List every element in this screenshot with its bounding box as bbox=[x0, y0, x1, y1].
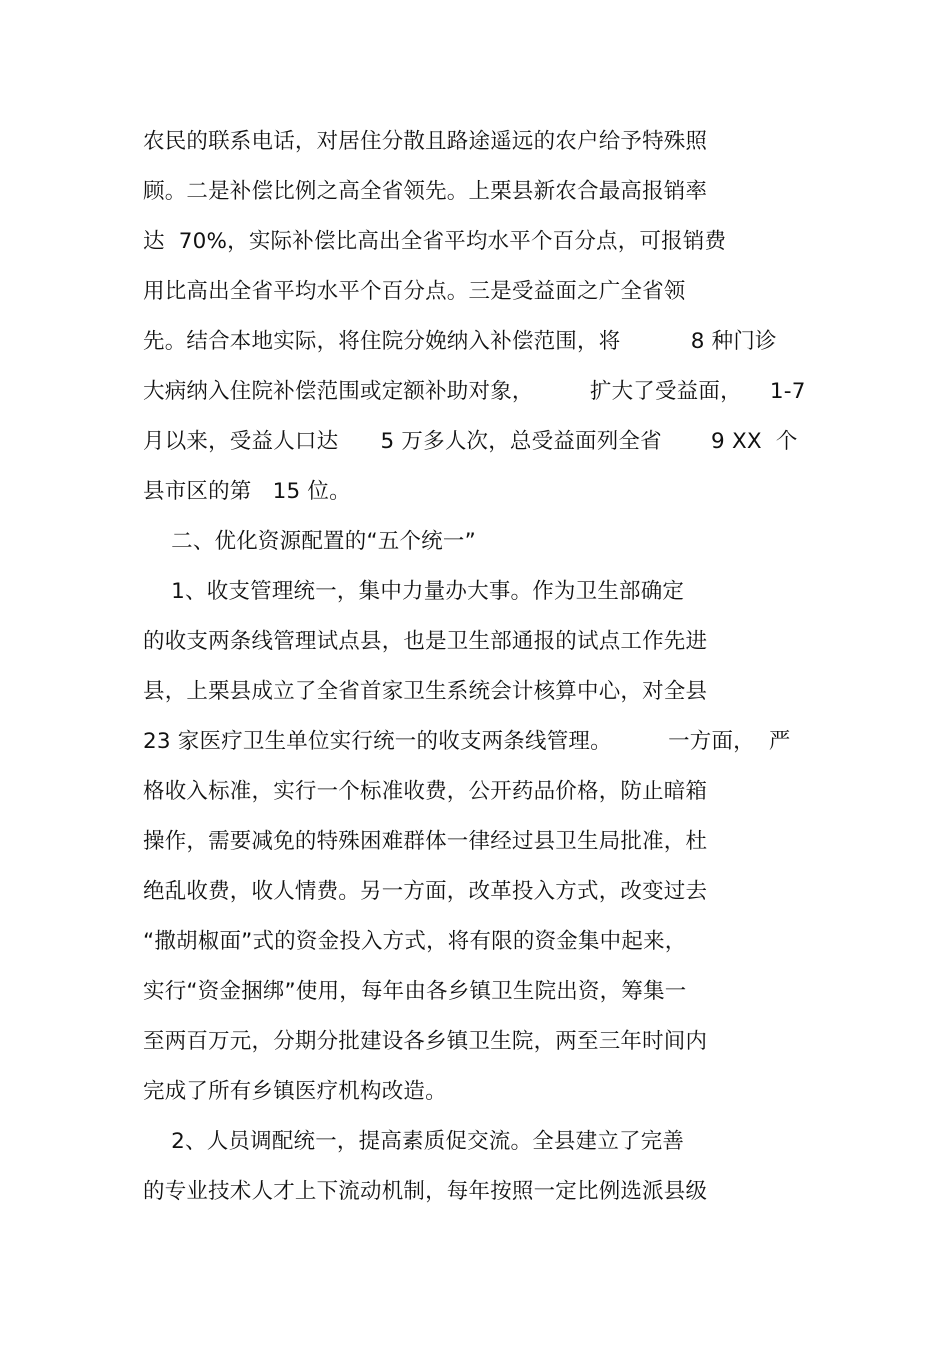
text-line: 农民的联系电话，对居住分散且路途遥远的农户给予特殊照 bbox=[143, 129, 708, 154]
text-line: 1、收支管理统一，集中力量办大事。作为卫生部确定 bbox=[143, 579, 685, 604]
text-line: 的收支两条线管理试点县，也是卫生部通报的试点工作先进 bbox=[143, 629, 708, 654]
text-line: 绝乱收费，收人情费。另一方面，改革投入方式，改变过去 bbox=[143, 879, 708, 904]
text-line: 大病纳入住院补偿范围或定额补助对象， 扩大了受益面， 1-7 bbox=[143, 379, 806, 404]
text-line: 达 70%，实际补偿比高出全省平均水平个百分点，可报销费 bbox=[143, 229, 727, 254]
text-line: 顾。二是补偿比例之高全省领先。上栗县新农合最高报销率 bbox=[143, 179, 708, 204]
text-line: 实行“资金捆绑”使用，每年由各乡镇卫生院出资，筹集一 bbox=[143, 979, 687, 1004]
text-line: 至两百万元，分期分批建设各乡镇卫生院，两至三年时间内 bbox=[143, 1029, 708, 1054]
text-line: 月以来，受益人口达 5 万多人次，总受益面列全省 9 XX 个 bbox=[143, 429, 798, 454]
text-line: 用比高出全省平均水平个百分点。三是受益面之广全省领 bbox=[143, 279, 686, 304]
text-line: 2、人员调配统一，提高素质促交流。全县建立了完善 bbox=[143, 1129, 685, 1154]
text-line: 县，上栗县成立了全省首家卫生系统会计核算中心，对全县 bbox=[143, 679, 708, 704]
text-line: 完成了所有乡镇医疗机构改造。 bbox=[143, 1079, 447, 1104]
text-line: 的专业技术人才上下流动机制，每年按照一定比例选派县级 bbox=[143, 1179, 708, 1204]
text-line: 23 家医疗卫生单位实行统一的收支两条线管理。 一方面， 严 bbox=[143, 729, 791, 754]
text-line: 县市区的第 15 位。 bbox=[143, 479, 351, 504]
section-heading: 二、优化资源配置的“五个统一” bbox=[143, 529, 476, 554]
text-line: 先。结合本地实际，将住院分娩纳入补偿范围，将 8 种门诊 bbox=[143, 329, 777, 354]
text-line: “撒胡椒面”式的资金投入方式，将有限的资金集中起来， bbox=[143, 929, 687, 954]
text-line: 格收入标准，实行一个标准收费，公开药品价格，防止暗箱 bbox=[143, 779, 708, 804]
text-line: 操作，需要减免的特殊困难群体一律经过县卫生局批准，杜 bbox=[143, 829, 708, 854]
